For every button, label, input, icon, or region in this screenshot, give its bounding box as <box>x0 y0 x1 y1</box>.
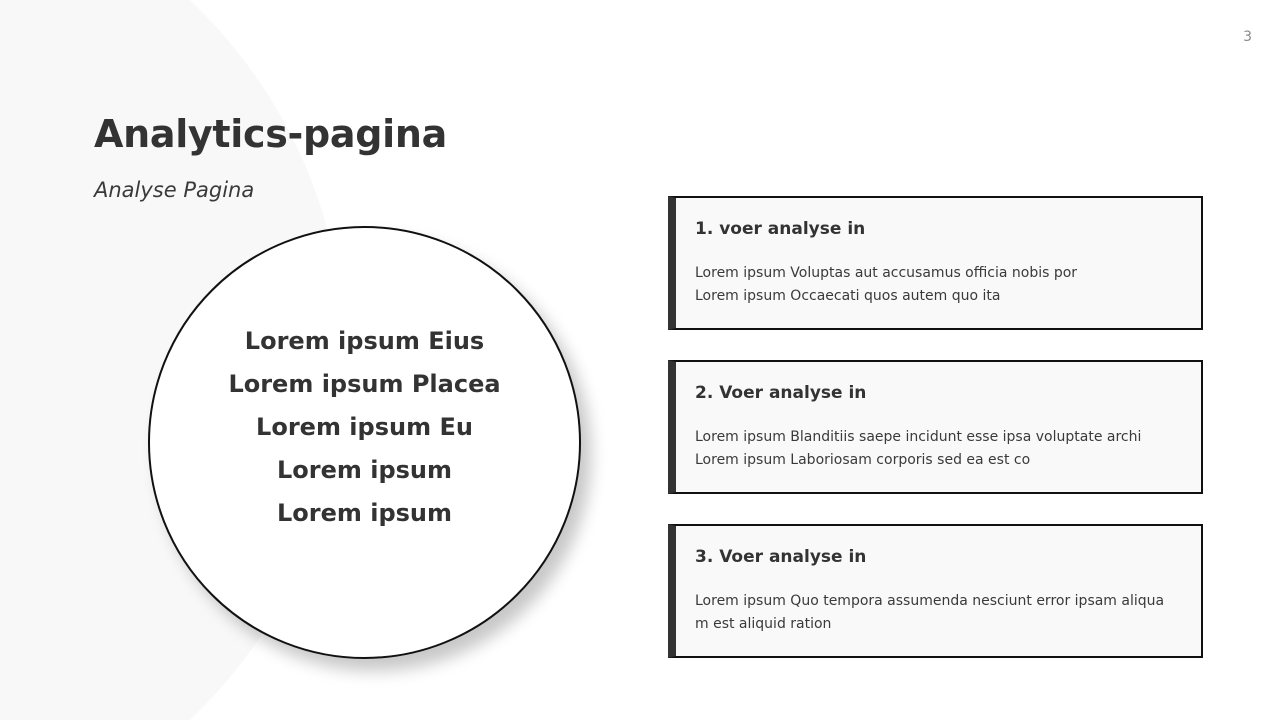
card-body <box>695 262 1181 308</box>
focus-circle <box>148 226 581 659</box>
card-title: 1. voer analyse in <box>695 219 866 239</box>
focus-line: Lorem ipsum Placea <box>228 370 501 398</box>
card-title: 2. Voer analyse in <box>695 383 867 403</box>
card-body-line: m est aliquid ration <box>695 616 832 632</box>
card-body-line: Lorem ipsum Occaecati quos autem quo ita <box>695 288 1001 304</box>
card-body <box>695 590 1181 636</box>
focus-circle-text <box>228 320 500 535</box>
focus-line: Lorem ipsum <box>276 456 453 484</box>
analysis-card-3 <box>668 524 1203 658</box>
card-title: 3. Voer analyse in <box>695 547 867 567</box>
page-number: 3 <box>1243 29 1252 45</box>
analysis-card-2 <box>668 360 1203 494</box>
card-body-line: Lorem ipsum Laboriosam corporis sed ea est co <box>695 452 1031 468</box>
card-body <box>695 426 1181 472</box>
page-subtitle: Analyse Pagina <box>94 178 255 202</box>
card-body-line: Lorem ipsum Quo tempora assumenda nesciunt error ipsam aliqua <box>695 593 1165 609</box>
page-title: Analytics-pagina <box>94 112 447 156</box>
analysis-card-1 <box>668 196 1203 330</box>
focus-line: Lorem ipsum Eius <box>244 327 485 355</box>
card-body-line: Lorem ipsum Blanditiis saepe incidunt esse ipsa voluptate archi <box>695 429 1142 445</box>
focus-line: Lorem ipsum <box>276 499 453 527</box>
focus-line: Lorem ipsum Eu <box>256 413 473 441</box>
card-body-line: Lorem ipsum Voluptas aut accusamus officia nobis por <box>695 265 1078 281</box>
